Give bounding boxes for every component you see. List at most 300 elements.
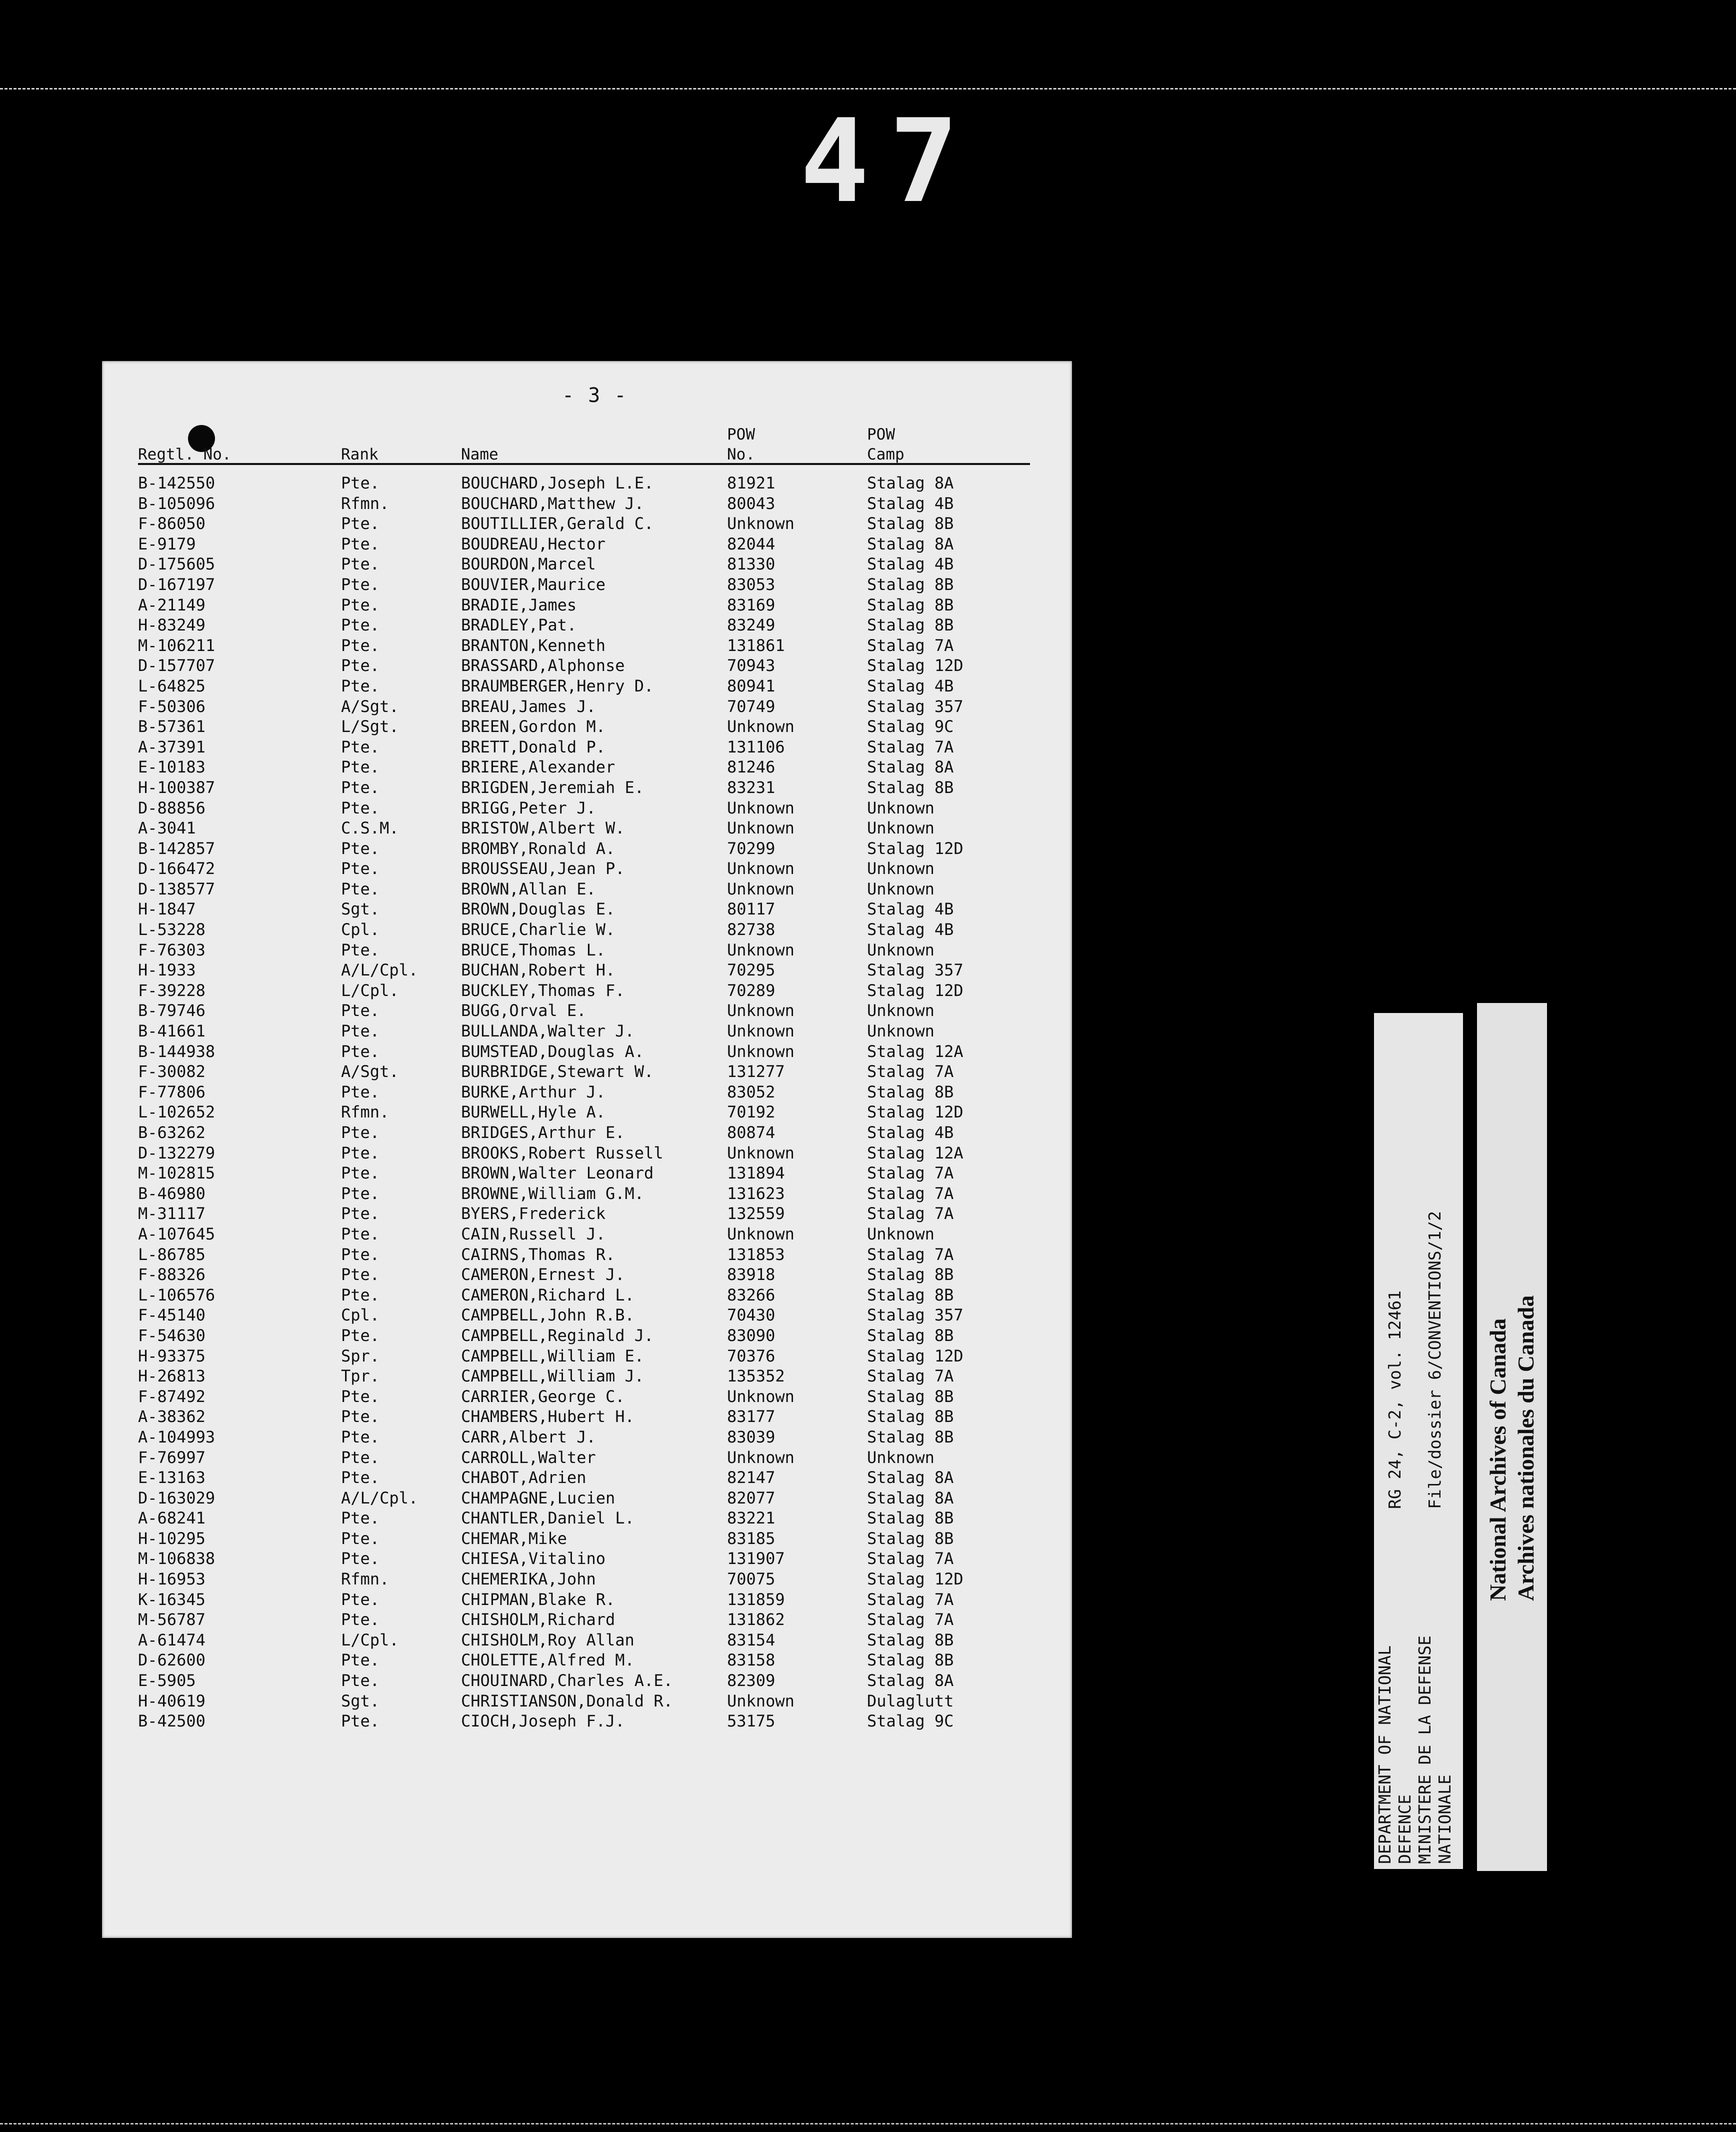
pow-no-cell: Unknown (727, 1386, 794, 1406)
regt-no-cell: B-144938 (138, 1042, 216, 1061)
table-row (138, 1528, 1038, 1549)
regt-no-cell: F-76303 (138, 940, 206, 960)
pow-camp-cell: Stalag 7A (867, 1610, 954, 1630)
pow-no-cell: 81330 (727, 554, 776, 574)
regt-no-cell: D-138577 (138, 879, 216, 898)
header-pow-no: No. (727, 446, 755, 464)
rank-cell: Pte. (341, 798, 380, 818)
pow-no-cell: 81246 (727, 758, 776, 777)
name-cell: BRIGG,Peter J. (461, 798, 596, 818)
rank-cell: A/L/Cpl. (341, 960, 418, 980)
name-cell: BUMSTEAD,Douglas A. (461, 1042, 644, 1061)
name-cell: BROWNE,William G.M. (461, 1184, 644, 1203)
table-row (138, 858, 1038, 879)
pow-no-cell: 131853 (727, 1244, 785, 1264)
pow-camp-cell: Stalag 12D (867, 1346, 964, 1366)
table-row (138, 676, 1038, 696)
name-cell: BRASSARD,Alphonse (461, 656, 625, 676)
regt-no-cell: A-37391 (138, 737, 206, 756)
pow-no-cell: 81921 (727, 474, 776, 492)
regt-no-cell: L-53228 (138, 920, 206, 940)
pow-no-cell: Unknown (727, 859, 794, 878)
name-cell: CAMPBELL,William J. (461, 1366, 644, 1386)
table-row (138, 1548, 1038, 1569)
pow-no-cell: 80043 (727, 494, 776, 513)
name-cell: BUCKLEY,Thomas F. (461, 980, 625, 1000)
table-row (138, 798, 1038, 818)
name-cell: BURWELL,Hyle A. (461, 1102, 606, 1122)
rank-cell: Pte. (341, 1712, 380, 1731)
pow-camp-cell: Stalag 7A (867, 737, 954, 756)
pow-camp-cell: Unknown (867, 1022, 934, 1041)
regt-no-cell: A-107645 (138, 1224, 216, 1244)
rank-cell: Pte. (341, 1427, 380, 1446)
table-row (138, 1285, 1038, 1306)
pow-camp-cell: Stalag 8B (867, 1386, 954, 1406)
regt-no-cell: B-42500 (138, 1712, 206, 1731)
rank-cell: Pte. (341, 737, 380, 756)
dept-line-2: DEFENCE (1395, 1794, 1414, 1864)
pow-camp-cell: Stalag 8B (867, 1082, 954, 1102)
rank-cell: Cpl. (341, 1306, 380, 1325)
pow-no-cell: 135352 (727, 1366, 785, 1386)
rank-cell: Pte. (341, 1508, 380, 1528)
rank-cell: Pte. (341, 1042, 380, 1061)
rank-cell: Pte. (341, 474, 380, 492)
pow-camp-cell: Dulaglutt (867, 1691, 954, 1710)
table-row (138, 716, 1038, 737)
regt-no-cell: M-102815 (138, 1164, 216, 1183)
pow-no-cell: 82044 (727, 534, 776, 554)
name-cell: BRIGDEN,Jeremiah E. (461, 778, 644, 797)
name-cell: CHRISTIANSON,Donald R. (461, 1691, 673, 1710)
name-cell: BREAU,James J. (461, 696, 596, 716)
stamp-line-2: Archives nationales du Canada (1513, 1295, 1538, 1601)
pow-camp-cell: Stalag 4B (867, 676, 954, 696)
regt-no-cell: B-79746 (138, 1001, 206, 1020)
table-row (138, 574, 1038, 595)
pow-camp-cell: Stalag 8A (867, 1671, 954, 1690)
name-cell: BULLANDA,Walter J. (461, 1022, 634, 1041)
name-cell: BRIDGES,Arthur E. (461, 1123, 625, 1142)
rank-cell: Pte. (341, 1265, 380, 1284)
table-row (138, 1244, 1038, 1265)
table-row (138, 554, 1038, 574)
table-row (138, 1264, 1038, 1285)
table-row (138, 473, 1038, 494)
pow-camp-cell: Stalag 8A (867, 1468, 954, 1488)
rank-cell: Cpl. (341, 920, 380, 940)
pow-no-cell: 82309 (727, 1671, 776, 1690)
name-cell: CHISHOLM,Richard (461, 1610, 616, 1630)
table-row (138, 1406, 1038, 1427)
rank-cell: L/Cpl. (341, 1630, 399, 1650)
regt-no-cell: L-102652 (138, 1102, 216, 1122)
table-row (138, 1062, 1038, 1082)
regt-no-cell: F-76997 (138, 1448, 206, 1467)
pow-no-cell: 70749 (727, 696, 776, 716)
pow-camp-cell: Stalag 7A (867, 1204, 954, 1224)
pow-no-cell: 131861 (727, 636, 785, 655)
name-cell: BROWN,Douglas E. (461, 900, 616, 919)
regt-no-cell: A-68241 (138, 1508, 206, 1528)
rank-cell: Sgt. (341, 1691, 380, 1710)
regt-no-cell: F-77806 (138, 1082, 206, 1102)
regt-no-cell: F-39228 (138, 980, 206, 1000)
table-row (138, 818, 1038, 838)
pow-camp-cell: Stalag 8B (867, 616, 954, 635)
rank-cell: Pte. (341, 879, 380, 898)
name-cell: BROUSSEAU,Jean P. (461, 859, 625, 878)
rank-cell: Pte. (341, 554, 380, 574)
table-row (138, 960, 1038, 980)
table-row (138, 1488, 1038, 1508)
table-row (138, 838, 1038, 859)
rank-cell: Pte. (341, 1549, 380, 1568)
rank-cell: Pte. (341, 514, 380, 534)
regt-no-cell: F-54630 (138, 1326, 206, 1345)
regt-no-cell: A-38362 (138, 1407, 206, 1426)
pow-no-cell: 80874 (727, 1123, 776, 1142)
rank-cell: Pte. (341, 1285, 380, 1304)
pow-no-cell: 53175 (727, 1712, 776, 1731)
pow-camp-cell: Stalag 7A (867, 1164, 954, 1183)
rank-cell: Pte. (341, 1386, 380, 1406)
name-cell: CHOLETTE,Alfred M. (461, 1650, 634, 1670)
rank-cell: C.S.M. (341, 818, 399, 838)
table-row (138, 1711, 1038, 1732)
pow-camp-cell: Stalag 12D (867, 838, 964, 858)
name-cell: BOUCHARD,Joseph L.E. (461, 474, 654, 492)
name-cell: CAMPBELL,John R.B. (461, 1306, 634, 1325)
pow-no-cell: 70075 (727, 1570, 776, 1589)
pow-camp-cell: Stalag 4B (867, 554, 954, 574)
table-row (138, 980, 1038, 1001)
table-row (138, 1346, 1038, 1366)
name-cell: BRETT,Donald P. (461, 737, 606, 756)
pow-no-cell: 131907 (727, 1549, 785, 1568)
table-row (138, 1650, 1038, 1670)
name-cell: CHAMBERS,Hubert H. (461, 1407, 634, 1426)
regt-no-cell: D-166472 (138, 859, 216, 878)
pow-no-cell: 83918 (727, 1265, 776, 1284)
regt-no-cell: F-86050 (138, 514, 206, 534)
regt-no-cell: B-57361 (138, 717, 206, 736)
rank-cell: Pte. (341, 1001, 380, 1020)
name-cell: BOURDON,Marcel (461, 554, 596, 574)
dept-line-4: NATIONALE (1435, 1774, 1454, 1864)
table-row (138, 696, 1038, 717)
pow-camp-cell: Stalag 7A (867, 1062, 954, 1082)
name-cell: CAMPBELL,William E. (461, 1346, 644, 1366)
pow-no-cell: 70376 (727, 1346, 776, 1366)
rank-cell: Pte. (341, 1468, 380, 1488)
name-cell: BOUCHARD,Matthew J. (461, 494, 644, 513)
pow-camp-cell: Unknown (867, 818, 934, 838)
table-row (138, 1305, 1038, 1326)
regt-no-cell: B-142857 (138, 838, 216, 858)
table-row (138, 1670, 1038, 1691)
document-page (102, 361, 1072, 1938)
regt-no-cell: H-83249 (138, 616, 206, 635)
regt-no-cell: E-10183 (138, 758, 206, 777)
pow-camp-cell: Stalag 12D (867, 1102, 964, 1122)
table-row (138, 1366, 1038, 1386)
stamp-line-1: National Archives of Canada (1485, 1318, 1510, 1601)
pow-camp-cell: Unknown (867, 859, 934, 878)
pow-no-cell: 83090 (727, 1326, 776, 1345)
pow-no-cell: Unknown (727, 798, 794, 818)
table-row (138, 1122, 1038, 1143)
name-cell: CARRIER,George C. (461, 1386, 625, 1406)
pow-camp-cell: Stalag 8B (867, 1407, 954, 1426)
name-cell: BROWN,Allan E. (461, 879, 596, 898)
pow-camp-cell: Stalag 12D (867, 656, 964, 676)
table-row (138, 1082, 1038, 1102)
pow-no-cell: 131894 (727, 1164, 785, 1183)
regt-no-cell: H-10295 (138, 1528, 206, 1548)
pow-camp-cell: Stalag 4B (867, 1123, 954, 1142)
archive-reference-text (1374, 1013, 1463, 1869)
rank-cell: Pte. (341, 1164, 380, 1183)
table-row (138, 514, 1038, 534)
name-cell: BRANTON,Kenneth (461, 636, 606, 655)
rank-cell: Pte. (341, 1326, 380, 1345)
rank-cell: Pte. (341, 859, 380, 878)
header-pow-camp-top: POW (867, 426, 895, 444)
regt-no-cell: K-16345 (138, 1590, 206, 1609)
pow-no-cell: 82738 (727, 920, 776, 940)
pow-no-cell: 83221 (727, 1508, 776, 1528)
name-cell: CHEMERIKA,John (461, 1570, 596, 1589)
pow-camp-cell: Stalag 8A (867, 758, 954, 777)
name-cell: CARROLL,Walter (461, 1448, 596, 1467)
header-rule (138, 463, 1030, 465)
dept-line-3: MINISTERE DE LA DEFENSE (1415, 1636, 1434, 1864)
table-row (138, 1630, 1038, 1650)
pow-camp-cell: Stalag 7A (867, 1244, 954, 1264)
rank-cell: Pte. (341, 1671, 380, 1690)
name-cell: BOUDREAU,Hector (461, 534, 606, 554)
regt-no-cell: H-100387 (138, 778, 216, 797)
rank-cell: Sgt. (341, 900, 380, 919)
table-row (138, 1427, 1038, 1448)
pow-no-cell: 83266 (727, 1285, 776, 1304)
pow-camp-cell: Stalag 7A (867, 1366, 954, 1386)
pow-no-cell: 80117 (727, 900, 776, 919)
regt-no-cell: E-5905 (138, 1671, 196, 1690)
name-cell: BROWN,Walter Leonard (461, 1164, 654, 1183)
pow-no-cell: Unknown (727, 940, 794, 960)
pow-camp-cell: Unknown (867, 1001, 934, 1020)
pow-no-cell: Unknown (727, 879, 794, 898)
name-cell: CHIESA,Vitalino (461, 1549, 606, 1568)
regt-no-cell: B-46980 (138, 1184, 206, 1203)
pow-no-cell: 70430 (727, 1306, 776, 1325)
table-row (138, 494, 1038, 514)
regt-no-cell: E-13163 (138, 1468, 206, 1488)
regt-no-cell: D-157707 (138, 656, 216, 676)
table-row (138, 1508, 1038, 1528)
film-top-rule (0, 88, 1736, 90)
table-row (138, 1224, 1038, 1244)
table-row (138, 595, 1038, 616)
rank-cell: Pte. (341, 636, 380, 655)
pow-no-cell: 70192 (727, 1102, 776, 1122)
pow-camp-cell: Stalag 12A (867, 1042, 964, 1061)
table-row (138, 757, 1038, 778)
rank-cell: Pte. (341, 574, 380, 594)
rank-cell: Pte. (341, 1123, 380, 1142)
table-row (138, 656, 1038, 676)
regt-no-cell: D-167197 (138, 574, 216, 594)
regt-no-cell: M-31117 (138, 1204, 206, 1224)
table-row (138, 636, 1038, 656)
name-cell: BRISTOW,Albert W. (461, 818, 625, 838)
pow-camp-cell: Stalag 8B (867, 1285, 954, 1304)
pow-camp-cell: Stalag 357 (867, 696, 964, 716)
pow-no-cell: 132559 (727, 1204, 785, 1224)
table-row (138, 879, 1038, 900)
page-number: - 3 - (562, 384, 628, 407)
regt-no-cell: H-1933 (138, 960, 196, 980)
pow-no-cell: 70295 (727, 960, 776, 980)
pow-camp-cell: Stalag 8B (867, 1650, 954, 1670)
pow-no-cell: 70299 (727, 838, 776, 858)
pow-camp-cell: Stalag 7A (867, 636, 954, 655)
rank-cell: A/Sgt. (341, 696, 399, 716)
header-name: Name (461, 446, 498, 464)
name-cell: CHISHOLM,Roy Allan (461, 1630, 634, 1650)
rank-cell: Spr. (341, 1346, 380, 1366)
table-row (138, 1326, 1038, 1346)
rank-cell: Pte. (341, 1204, 380, 1224)
pow-camp-cell: Stalag 8B (867, 1630, 954, 1650)
regt-no-cell: D-175605 (138, 554, 216, 574)
pow-camp-cell: Stalag 9C (867, 717, 954, 736)
regt-no-cell: H-93375 (138, 1346, 206, 1366)
regt-no-cell: M-106211 (138, 636, 216, 655)
rank-cell: Rfmn. (341, 1102, 390, 1122)
regt-no-cell: H-1847 (138, 900, 196, 919)
pow-no-cell: 83039 (727, 1427, 776, 1446)
name-cell: BROOKS,Robert Russell (461, 1143, 664, 1162)
ref-line-2: File/dossier 6/CONVENTIONS/1/2 (1425, 1210, 1444, 1509)
pow-no-cell: 131106 (727, 737, 785, 756)
header-pow-camp: Camp (867, 446, 904, 464)
name-cell: CAMERON,Ernest J. (461, 1265, 625, 1284)
rank-cell: L/Sgt. (341, 717, 399, 736)
rank-cell: Tpr. (341, 1366, 380, 1386)
regt-no-cell: D-132279 (138, 1143, 216, 1162)
regt-no-cell: A-104993 (138, 1427, 216, 1446)
pow-camp-cell: Stalag 12A (867, 1143, 964, 1162)
name-cell: CHIPMAN,Blake R. (461, 1590, 616, 1609)
rank-cell: Pte. (341, 676, 380, 696)
pow-no-cell: 80941 (727, 676, 776, 696)
name-cell: BRUCE,Charlie W. (461, 920, 616, 940)
pow-camp-cell: Stalag 8B (867, 1508, 954, 1528)
name-cell: BRADLEY,Pat. (461, 616, 577, 635)
regt-no-cell: F-50306 (138, 696, 206, 716)
table-row (138, 940, 1038, 960)
table-row (138, 1000, 1038, 1021)
pow-no-cell: 82077 (727, 1488, 776, 1508)
pow-camp-cell: Stalag 7A (867, 1590, 954, 1609)
pow-camp-cell: Stalag 8B (867, 778, 954, 797)
rank-cell: Rfmn. (341, 1570, 390, 1589)
rank-cell: Pte. (341, 1528, 380, 1548)
pow-camp-cell: Stalag 8B (867, 1326, 954, 1345)
pow-no-cell: 83052 (727, 1082, 776, 1102)
table-row (138, 1143, 1038, 1164)
dept-line-1: DEPARTMENT OF NATIONAL (1375, 1645, 1394, 1864)
frame-number: 47 (800, 95, 978, 228)
ref-line-1: RG 24, C-2, vol. 12461 (1385, 1290, 1404, 1509)
pow-camp-cell: Stalag 8A (867, 474, 954, 492)
name-cell: CAIRNS,Thomas R. (461, 1244, 616, 1264)
archive-reference-tag (1374, 1013, 1463, 1869)
pow-camp-cell: Stalag 7A (867, 1549, 954, 1568)
name-cell: BURKE,Arthur J. (461, 1082, 606, 1102)
pow-no-cell: 131277 (727, 1062, 785, 1082)
rank-cell: Pte. (341, 1224, 380, 1244)
regt-no-cell: D-163029 (138, 1488, 216, 1508)
name-cell: BROMBY,Ronald A. (461, 838, 616, 858)
pow-no-cell: 83231 (727, 778, 776, 797)
name-cell: BYERS,Frederick (461, 1204, 606, 1224)
name-cell: CIOCH,Joseph F.J. (461, 1712, 625, 1731)
rank-cell: Pte. (341, 1082, 380, 1102)
pow-camp-cell: Stalag 9C (867, 1712, 954, 1731)
pow-camp-cell: Stalag 8A (867, 1488, 954, 1508)
rank-cell: Pte. (341, 1184, 380, 1203)
regt-no-cell: M-106838 (138, 1549, 216, 1568)
regt-no-cell: H-16953 (138, 1570, 206, 1589)
pow-no-cell: 70943 (727, 656, 776, 676)
table-row (138, 1691, 1038, 1712)
regt-no-cell: M-56787 (138, 1610, 206, 1630)
name-cell: BOUVIER,Maurice (461, 574, 606, 594)
pow-no-cell: 70289 (727, 980, 776, 1000)
regt-no-cell: H-40619 (138, 1691, 206, 1710)
rank-cell: Pte. (341, 758, 380, 777)
rank-cell: Pte. (341, 656, 380, 676)
table-row (138, 1386, 1038, 1407)
pow-camp-cell: Stalag 8B (867, 574, 954, 594)
regt-no-cell: F-45140 (138, 1306, 206, 1325)
table-row (138, 1163, 1038, 1184)
rank-cell: Pte. (341, 1407, 380, 1426)
table-row (138, 1610, 1038, 1630)
pow-camp-cell: Stalag 4B (867, 900, 954, 919)
regt-no-cell: H-26813 (138, 1366, 206, 1386)
name-cell: CHOUINARD,Charles A.E. (461, 1671, 673, 1690)
table-row (138, 1448, 1038, 1468)
table-row (138, 534, 1038, 554)
pow-no-cell: Unknown (727, 717, 794, 736)
rank-cell: Pte. (341, 940, 380, 960)
regt-no-cell: L-64825 (138, 676, 206, 696)
name-cell: BURBRIDGE,Stewart W. (461, 1062, 654, 1082)
pow-camp-cell: Stalag 8B (867, 514, 954, 534)
pow-no-cell: Unknown (727, 1448, 794, 1467)
table-row (138, 1042, 1038, 1062)
regt-no-cell: A-21149 (138, 595, 206, 614)
rank-cell: A/L/Cpl. (341, 1488, 418, 1508)
name-cell: BRADIE,James (461, 595, 577, 614)
table-row (138, 1204, 1038, 1224)
